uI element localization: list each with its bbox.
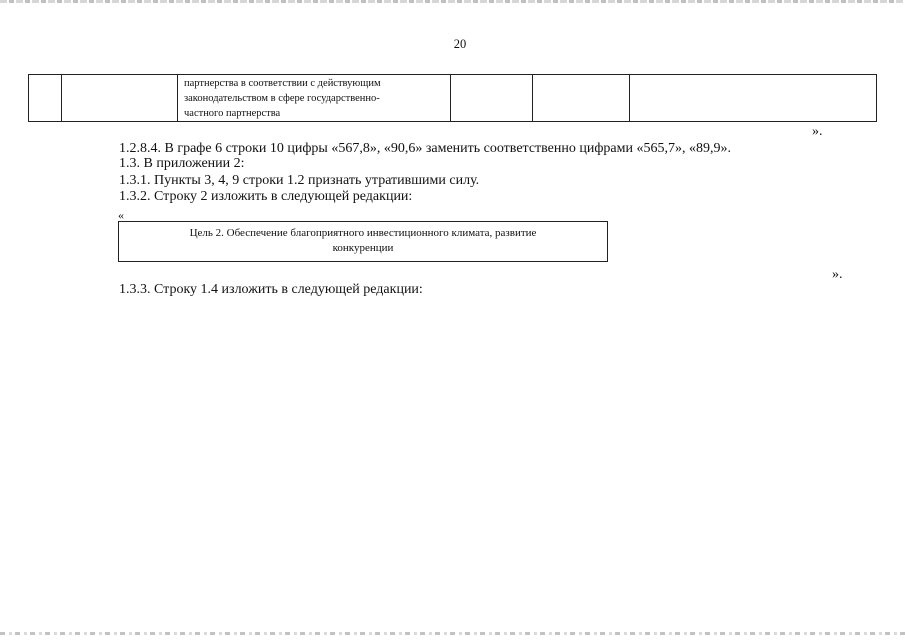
table-cell-5 [533,75,630,122]
goal-box-line-1: Цель 2. Обеспечение благоприятного инвестиционного климата, развитие [189,227,537,239]
table-cell-6 [630,75,877,122]
scan-edge-top [0,0,905,3]
table-cell-1 [29,75,62,122]
table-text-line: частного партнерства [184,108,281,119]
closing-quote: ». [812,124,823,139]
table-text-line: законодательством в сфере государственно- [184,93,380,104]
table-cell-4 [451,75,533,122]
paragraph-1-3-1: 1.3.1. Пункты 3, 4, 9 строки 1.2 признать утратившими силу. [119,173,480,188]
paragraph-1-3: 1.3. В приложении 2: [119,156,245,171]
paragraph-1-3-3: 1.3.3. Строку 1.4 изложить в следующей редакции: [119,282,423,297]
closing-quote-2: ». [832,267,843,282]
paragraph-1-2-8-4: 1.2.8.4. В графе 6 строки 10 цифры «567,8», «90,6» заменить соответственно цифрами «565,7», «89,9». [119,141,732,156]
goal-box-line-2: конкуренции [332,242,394,254]
table-cell-text [178,75,451,122]
continuation-table [28,74,877,122]
scan-edge-bottom [0,632,905,635]
opening-quote: « [118,208,124,222]
table-text-line: партнерства в соответствии с действующим [184,78,381,89]
page-number: 20 [453,37,467,51]
table-cell-2 [62,75,178,122]
table-row [29,75,877,122]
goal-box [118,221,608,262]
paragraph-1-3-2: 1.3.2. Строку 2 изложить в следующей редакции: [119,189,413,204]
